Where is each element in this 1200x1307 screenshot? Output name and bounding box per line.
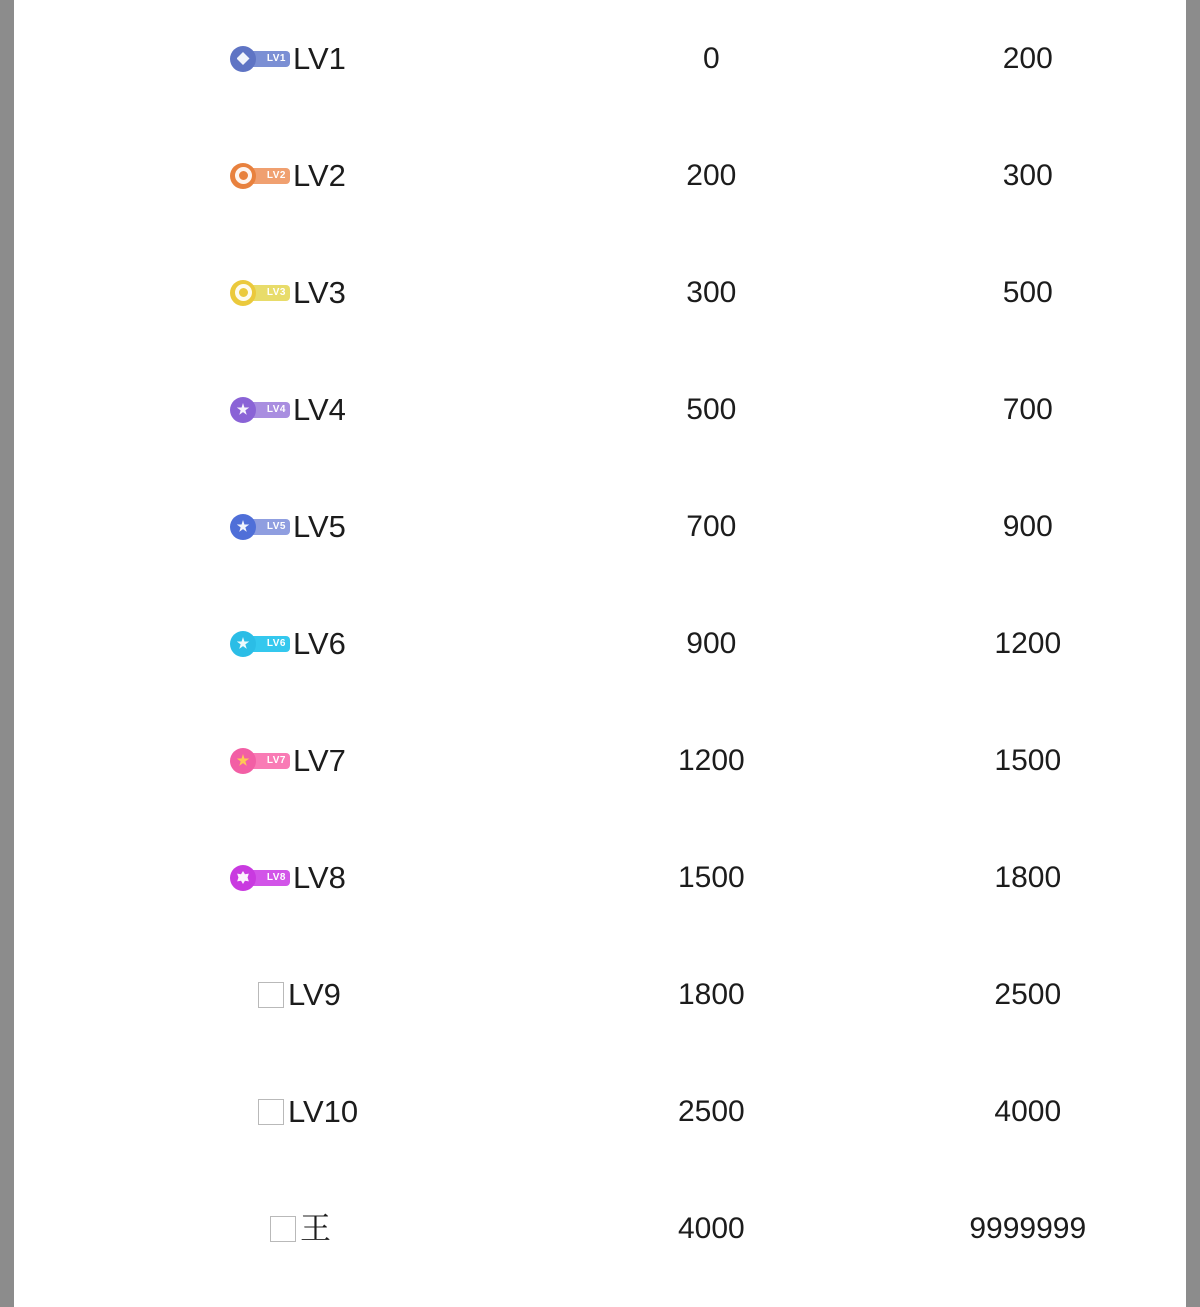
missing-image-icon: [258, 982, 284, 1008]
level-min-value: 500: [686, 392, 737, 426]
rank-badge-icon: [230, 514, 292, 540]
level-name: LV6: [293, 626, 346, 661]
level-cell-content: [14, 745, 553, 776]
level-min-value: 700: [686, 509, 737, 543]
level-thresholds-table: [14, 0, 1186, 1287]
rank-badge-label: LV8: [246, 870, 290, 886]
table-row: [14, 117, 1186, 234]
level-min-value: 1500: [677, 860, 745, 894]
level-cell-content: [14, 43, 553, 74]
rank-badge-icon: [230, 163, 292, 189]
level-cell-content: [14, 1096, 553, 1127]
table-row: [14, 351, 1186, 468]
level-max-value: 1800: [994, 860, 1062, 894]
rank-badge-icon: [230, 865, 292, 891]
missing-image-icon: [270, 1216, 296, 1242]
level-cell-content: [14, 628, 553, 659]
missing-image-icon: [258, 1099, 284, 1125]
table-row: [14, 936, 1186, 1053]
rank-gem-icon: [230, 163, 256, 189]
rank-badge-label: LV5: [246, 519, 290, 535]
table-row: [14, 1053, 1186, 1170]
level-cell: [14, 234, 553, 351]
level-min-value: 2500: [677, 1094, 745, 1128]
level-cell: [14, 0, 553, 117]
level-cell: [14, 819, 553, 936]
rank-gem-icon: [230, 865, 256, 891]
rank-badge-label: LV1: [246, 51, 290, 67]
level-max-value: 1200: [994, 626, 1062, 660]
level-min-value: 4000: [677, 1211, 745, 1245]
level-cell: [14, 117, 553, 234]
rank-gem-icon: [230, 397, 256, 423]
level-max-value: 700: [1002, 392, 1053, 426]
level-cell: [14, 351, 553, 468]
level-name: LV4: [293, 392, 346, 427]
rank-gem-icon: [230, 46, 256, 72]
level-name: LV8: [293, 860, 346, 895]
level-max-value: 900: [1002, 509, 1053, 543]
rank-badge-icon: [230, 46, 292, 72]
level-cell: [14, 585, 553, 702]
table-row: [14, 819, 1186, 936]
rank-badge-icon: [230, 280, 292, 306]
level-cell-content: [14, 277, 553, 308]
level-cell: [14, 1170, 553, 1287]
level-name: LV9: [288, 977, 341, 1012]
level-max-value: 9999999: [969, 1211, 1087, 1245]
rank-badge-icon: [230, 631, 292, 657]
level-min-value: 0: [702, 41, 720, 75]
level-max-value: 2500: [994, 977, 1062, 1011]
rank-gem-icon: [230, 514, 256, 540]
level-name: LV10: [288, 1094, 359, 1129]
rank-badge-label: LV4: [246, 402, 290, 418]
table-row: [14, 0, 1186, 117]
level-min-value: 1200: [677, 743, 745, 777]
table-row: [14, 1170, 1186, 1287]
rank-gem-icon: [230, 748, 256, 774]
rank-badge-icon: [230, 397, 292, 423]
rank-badge-label: LV3: [246, 285, 290, 301]
table-body: [14, 0, 1186, 1287]
rank-gem-icon: [230, 280, 256, 306]
level-name: 王: [300, 1211, 331, 1246]
rank-badge-label: LV6: [246, 636, 290, 652]
level-cell: [14, 468, 553, 585]
level-cell-content: [14, 862, 553, 893]
table-row: [14, 585, 1186, 702]
level-cell: [14, 1053, 553, 1170]
level-name: LV7: [293, 743, 346, 778]
level-cell-content: [14, 1213, 553, 1244]
level-cell-content: [14, 979, 553, 1010]
level-max-value: 1500: [994, 743, 1062, 777]
document-page: [14, 0, 1186, 1307]
level-name: LV3: [293, 275, 346, 310]
rank-badge-label: LV7: [246, 753, 290, 769]
level-name: LV5: [293, 509, 346, 544]
level-cell-content: [14, 511, 553, 542]
level-cell: [14, 936, 553, 1053]
level-max-value: 200: [1002, 41, 1053, 75]
level-cell-content: [14, 160, 553, 191]
table-row: [14, 702, 1186, 819]
table-row: [14, 234, 1186, 351]
level-max-value: 500: [1002, 275, 1053, 309]
level-min-value: 200: [686, 158, 737, 192]
level-max-value: 4000: [994, 1094, 1062, 1128]
level-cell-content: [14, 394, 553, 425]
table-row: [14, 468, 1186, 585]
level-min-value: 1800: [677, 977, 745, 1011]
level-name: LV1: [293, 41, 346, 76]
level-min-value: 900: [686, 626, 737, 660]
rank-badge-icon: [230, 748, 292, 774]
level-min-value: 300: [686, 275, 737, 309]
level-cell: [14, 702, 553, 819]
rank-badge-label: LV2: [246, 168, 290, 184]
level-max-value: 300: [1002, 158, 1053, 192]
rank-gem-icon: [230, 631, 256, 657]
level-name: LV2: [293, 158, 346, 193]
